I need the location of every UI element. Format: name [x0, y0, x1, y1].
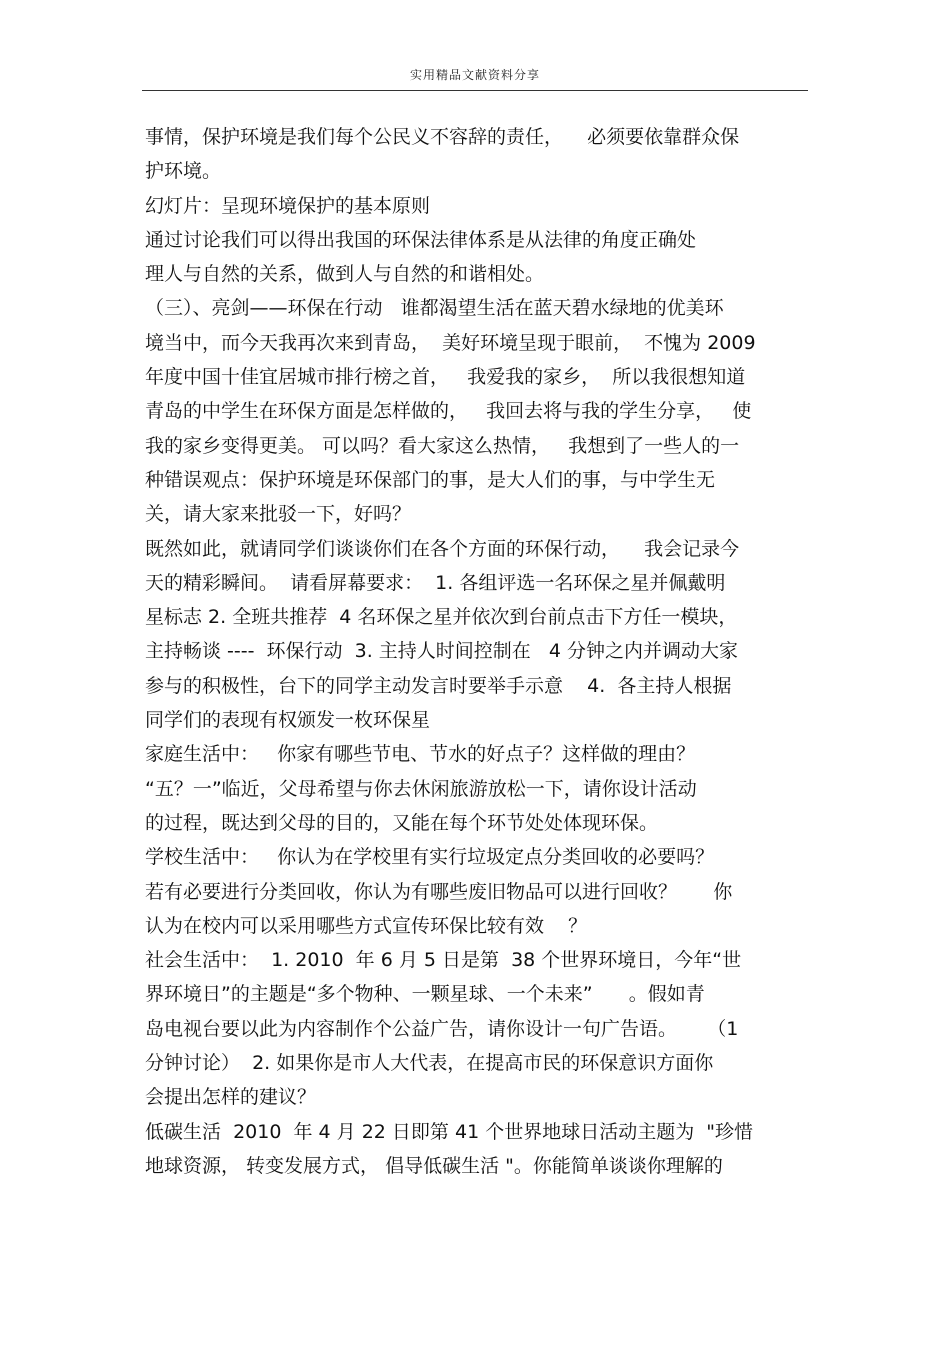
text-line: 护环境。 — [145, 160, 222, 183]
header-divider — [142, 90, 808, 91]
text-line: 岛电视台要以此为内容制作个公益广告，请你设计一句广告语。 （1 — [145, 1017, 739, 1040]
text-line: 低碳生活 2010 年 4 月 22 日即第 41 个世界地球日活动主题为 "珍惜 — [145, 1120, 754, 1143]
text-line: 通过讨论我们可以得出我国的环保法律体系是从法律的角度正确处 — [145, 228, 697, 251]
text-line: （三）、亮剑——环保在行动 谁都渴望生活在蓝天碧水绿地的优美环 — [145, 297, 724, 320]
text-line: 地球资源， 转变发展方式， 倡导低碳生活 "。你能简单谈谈你理解的 — [145, 1154, 723, 1177]
text-line: 家庭生活中： 你家有哪些节电、节水的好点子？这样做的理由？ — [145, 743, 696, 766]
text-line: 认为在校内可以采用哪些方式宣传环保比较有效 ？ — [145, 914, 588, 937]
text-line: 若有必要进行分类回收，你认为有哪些废旧物品可以进行回收？ 你 — [145, 880, 733, 903]
text-line: 分钟讨论） 2. 如果你是市人大代表，在提高市民的环保意识方面你 — [145, 1052, 714, 1075]
text-line: 境当中，而今天我再次来到青岛， 美好环境呈现于眼前， 不愧为 2009 — [145, 331, 756, 354]
text-line: 关，请大家来批驳一下，好吗？ — [145, 503, 412, 526]
text-line: 青岛的中学生在环保方面是怎样做的， 我回去将与我的学生分享， 使 — [145, 400, 752, 423]
text-line: “五？一”临近，父母希望与你去休闲旅游放松一下，请你设计活动 — [145, 777, 697, 800]
text-line: 星标志 2. 全班共推荐 4 名环保之星并依次到台前点击下方任一模块， — [145, 606, 738, 629]
text-line: 界环境日”的主题是“多个物种、一颗星球、一个未来” 。假如青 — [145, 983, 705, 1006]
text-line: 会提出怎样的建议？ — [145, 1086, 317, 1109]
document-body — [145, 120, 815, 1183]
text-line: 事情，保护环境是我们每个公民义不容辞的责任， 必须要依靠群众保 — [145, 126, 740, 148]
text-line: 社会生活中： 1. 2010 年 6 月 5 日是第 38 个世界环境日，今年“世 — [145, 949, 742, 972]
text-line: 同学们的表现有权颁发一枚环保星 — [145, 709, 431, 732]
text-line: 种错误观点：保护环境是环保部门的事，是大人们的事，与中学生无 — [145, 468, 716, 491]
text-line: 理人与自然的关系，做到人与自然的和谐相处。 — [145, 263, 545, 286]
text-line: 我的家乡变得更美。 可以吗？看大家这么热情， 我想到了一些人的一 — [145, 434, 740, 457]
text-line: 的过程，既达到父母的目的，又能在每个环节处处体现环保。 — [145, 811, 659, 834]
text-line: 既然如此，就请同学们谈谈你们在各个方面的环保行动， 我会记录今 — [145, 537, 740, 560]
text-line: 幻灯片：呈现环境保护的基本原则 — [145, 194, 431, 217]
text-line: 学校生活中： 你认为在学校里有实行垃圾定点分类回收的必要吗？ — [145, 846, 715, 869]
text-line: 参与的积极性，台下的同学主动发言时要举手示意 4. 各主持人根据 — [145, 674, 732, 697]
text-line: 天的精彩瞬间。 请看屏幕要求： 1. 各组评选一名环保之星并佩戴明 — [145, 571, 726, 594]
page-header-title: 实用精品文献资料分享 — [409, 68, 540, 82]
text-line: 年度中国十佳宜居城市排行榜之首， 我爱我的家乡， 所以我很想知道 — [145, 366, 746, 389]
text-line: 主持畅谈 ---- 环保行动 3. 主持人时间控制在 4 分钟之内并调动大家 — [145, 640, 739, 663]
